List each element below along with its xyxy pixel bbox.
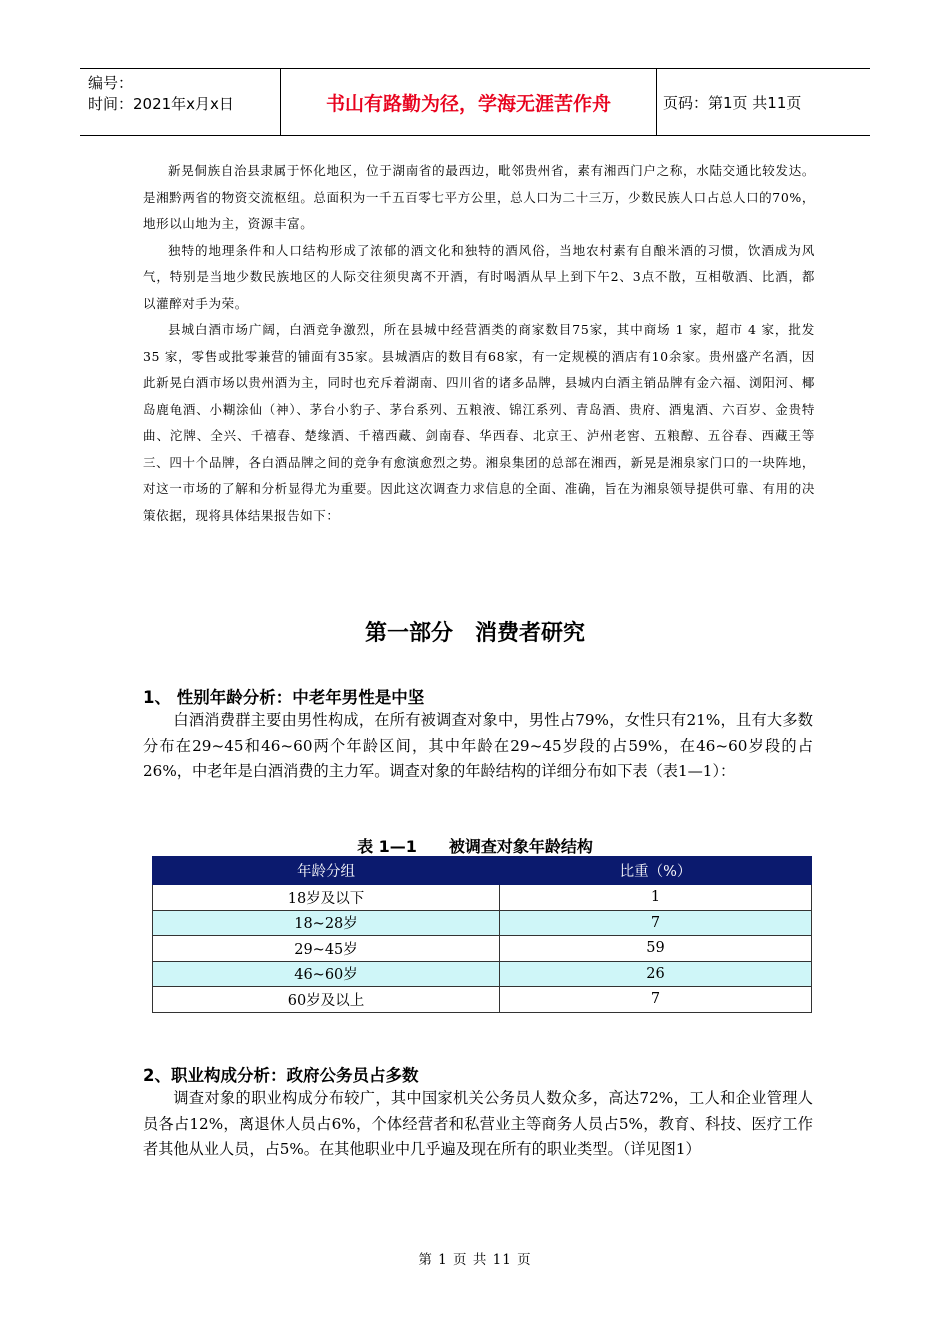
table-row xyxy=(153,885,812,911)
page-header xyxy=(80,68,870,136)
age-group-cell: 29~45岁 xyxy=(153,936,500,962)
table-header-row xyxy=(153,857,812,885)
intro-paragraph: 新晃侗族自治县隶属于怀化地区，位于湖南省的最西边，毗邻贵州省，素有湘西门户之称，水陆交通比较发达。是湘黔两省的物资交流枢纽。总面积为一千五百零七平方公里，总人口为二十三万，少数民族人口占总人口的70%，地形以山地为主，资源丰富。 xyxy=(143,163,815,231)
column-header: 比重（%） xyxy=(500,857,812,885)
share-cell: 7 xyxy=(500,910,812,936)
section2-heading: 2、职业构成分析：政府公务员占多数 xyxy=(143,1066,419,1085)
intro-paragraph: 县城白酒市场广阔，白酒竞争激烈，所在县城中经营酒类的商家数目75家，其中商场 1 家，超市 4 家，批发 35 家，零售或批零兼营的铺面有35家。县城酒店的数目有68家，有一定规模的酒店有10余家。贵州盛产名酒，因此新晃白酒市场以贵州酒为主，同时也充斥着湖南、四川省的诸多品牌，县城内白酒主销品牌有金六福、浏阳河、椰岛鹿龟酒、小糊涂仙（神）、茅台小豹子、茅台系列、五粮液、锦江系列、青岛酒、贵府、酒鬼酒、六百岁、金贵特曲、沱牌、全兴、千禧春、楚缘酒、千禧西藏、剑南春、华西春、北京王、泸州老窖、五粮醇、五谷春、西藏王等三、四十个品牌，各白酒品牌之间的竞争有愈演愈烈之势。湘泉集团的总部在湘西，新晃是湘泉家门口的一块阵地，对这一市场的了解和分析显得尤为重要。因此这次调查力求信息的全面、准确，旨在为湘泉领导提供可靠、有用的决策依据，现将具体结果报告如下： xyxy=(143,322,815,523)
header-motto-cell xyxy=(280,69,657,135)
age-group-cell: 46~60岁 xyxy=(153,961,500,987)
share-cell: 7 xyxy=(500,987,812,1013)
intro-paragraph: 独特的地理条件和人口结构形成了浓郁的酒文化和独特的酒风俗，当地农村素有自酿米酒的习惯，饮酒成为风气，特别是当地少数民族地区的人际交往须臾离不开酒，有时喝酒从早上到下午2、3点不散，互相敬酒、比酒，都以灌醉对手为荣。 xyxy=(143,242,815,311)
share-cell: 1 xyxy=(500,885,812,911)
share-cell: 26 xyxy=(500,961,812,987)
time-label: 时间：2021年x月x日 xyxy=(88,95,234,113)
part-title: 第一部分 消费者研究 xyxy=(364,621,585,646)
age-group-cell: 60岁及以上 xyxy=(153,987,500,1013)
section2-body: 调查对象的职业构成分布较广，其中国家机关公务员人数众多，高达72%，工人和企业管理人员各占12%，离退休人员占6%，个体经营者和私营业主等商务人员占5%，教育、科技、医疗工作者其他从业人员，占5%。在其他职业中几乎遍及现在所有的职业类型。（详见图1） xyxy=(143,1089,813,1158)
age-group-cell: 18岁及以下 xyxy=(153,885,500,911)
motto: 书山有路勤为径，学海无涯苦作舟 xyxy=(325,92,611,115)
column-header: 年龄分组 xyxy=(153,857,500,885)
table-row xyxy=(153,987,812,1013)
section1-heading: 1、 性别年龄分析：中老年男性是中坚 xyxy=(143,688,425,707)
header-meta xyxy=(80,69,280,135)
age-group-cell: 18~28岁 xyxy=(153,910,500,936)
table-row xyxy=(153,936,812,962)
table-title: 表 1—1 被调查对象年龄结构 xyxy=(357,837,593,856)
intro-text xyxy=(143,158,815,529)
number-label: 编号： xyxy=(88,74,134,92)
page-label: 页码：第1页 共11页 xyxy=(663,93,802,112)
share-cell: 59 xyxy=(500,936,812,962)
age-table xyxy=(152,856,812,1013)
table-row xyxy=(153,910,812,936)
table-row xyxy=(153,961,812,987)
section1-body: 白酒消费群主要由男性构成，在所有被调查对象中，男性占79%，女性只有21%，且有大多数分布在29~45和46~60两个年龄区间，其中年龄在29~45岁段的占59%，在46~60岁段的占26%，中老年是白酒消费的主力军。调查对象的年龄结构的详细分布如下表（表1—1）： xyxy=(143,711,813,780)
page-footer: 第 1 页 共 11 页 xyxy=(418,1252,532,1268)
